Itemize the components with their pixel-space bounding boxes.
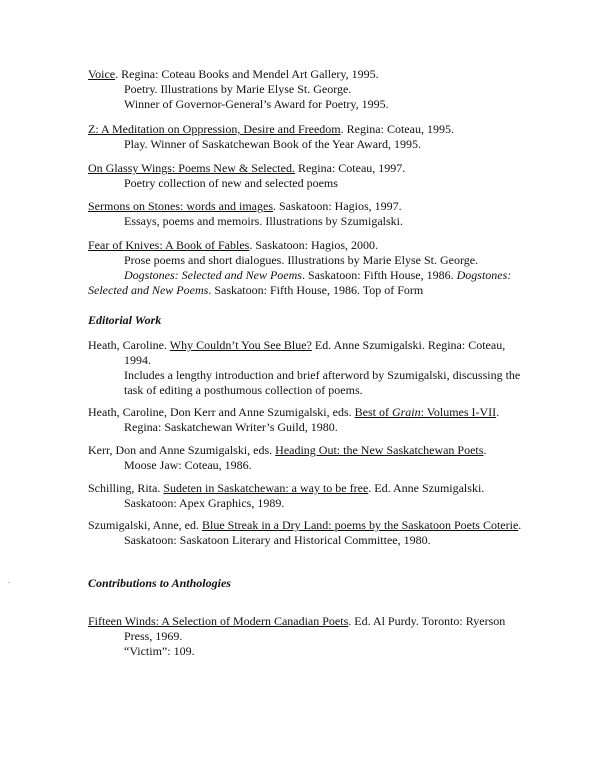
anthology-entry-fifteen-winds: [88, 614, 528, 659]
book-title: Z: A Meditation on Oppression, Desire and Freedom: [88, 122, 341, 136]
editorial-entry-best-of-grain: [88, 405, 528, 435]
book-title: Voice: [88, 67, 116, 81]
entry-first-line: [88, 238, 528, 253]
editorial-entry-heading-out: [88, 443, 528, 473]
dogstones-title-continued: Selected and New Poems: [88, 283, 209, 297]
publication-info: .: [483, 443, 487, 457]
entry-note: Press, 1969.: [124, 629, 183, 643]
publication-info: . Saskatoon: Hagios, 2000.: [249, 238, 378, 252]
entry-first-line: [88, 199, 528, 214]
entry-note: Essays, poems and memoirs. Illustrations by Szumigalski.: [124, 214, 403, 228]
publication-info: . Regina: Coteau, 1995.: [340, 122, 454, 136]
publication-info: Ed. Anne Szumigalski. Regina: Coteau,: [311, 338, 506, 352]
entry-note: Play. Winner of Saskatchewan Book of the Year Award, 1995.: [124, 137, 422, 151]
entry-note: Winner of Governor-General’s Award for Poetry, 1995.: [124, 97, 389, 111]
publication-info: .: [496, 405, 500, 419]
editor-names: Kerr, Don and Anne Szumigalski, eds.: [88, 443, 276, 457]
entry-first-line: [88, 161, 528, 176]
book-title: [354, 405, 500, 419]
book-title: Fifteen Winds: A Selection of Modern Canadian Poets: [88, 614, 349, 628]
book-title: Why Couldn’t You See Blue?: [169, 338, 312, 352]
dogstones-line-continued: [88, 283, 528, 298]
entry-note: Moose Jaw: Coteau, 1986.: [124, 458, 252, 472]
bibliography-entry-z: [88, 122, 528, 152]
entry-first-line: [88, 67, 528, 82]
editorial-entry-blue-streak: [88, 518, 528, 548]
bibliography-entry-on-glassy-wings: [88, 161, 528, 191]
scan-mark: [8, 582, 10, 583]
entry-first-line: [88, 122, 528, 137]
publication-info: . Ed. Al Purdy. Toronto: Ryerson: [348, 614, 506, 628]
editor-names: Heath, Caroline, Don Kerr and Anne Szumigalski, eds.: [88, 405, 355, 419]
entry-note: Prose poems and short dialogues. Illustrations by Marie Elyse St. George.: [124, 253, 479, 267]
entry-first-line: [88, 614, 528, 629]
entry-year: 1994.: [124, 353, 151, 367]
publication-info: . Regina: Coteau Books and Mendel Art Gallery, 1995.: [115, 67, 379, 81]
book-title: On Glassy Wings: Poems New & Selected.: [88, 161, 295, 175]
section-heading-contributions: Contributions to Anthologies: [88, 576, 231, 590]
dogstones-info: . Saskatoon: Fifth House, 1986.: [301, 268, 457, 282]
entry-note: Saskatoon: Apex Graphics, 1989.: [124, 496, 285, 510]
entry-first-line: [88, 405, 528, 420]
editor-names: Heath, Caroline.: [88, 338, 170, 352]
entry-note: Poetry. Illustrations by Marie Elyse St. George.: [124, 82, 352, 96]
bibliography-entry-sermons-on-stones: [88, 199, 528, 229]
book-title: Fear of Knives: A Book of Fables: [88, 238, 250, 252]
publication-info: Regina: Coteau, 1997.: [294, 161, 406, 175]
entry-note: Includes a lengthy introduction and brief afterword by Szumigalski, discussing the task of editing a posthumous collection of poems.: [124, 368, 521, 397]
title-part: Best of: [354, 405, 392, 419]
book-title: Blue Streak in a Dry Land: poems by the Saskatoon Poets Coterie: [202, 518, 519, 532]
editor-names: Schilling, Rita.: [88, 481, 164, 495]
bibliography-entry-voice: [88, 67, 528, 112]
entry-first-line: [88, 338, 528, 353]
book-title: Sudeten in Saskatchewan: a way to be free: [163, 481, 369, 495]
entry-note: Saskatoon: Saskatoon Literary and Historical Committee, 1980.: [124, 533, 431, 547]
dogstones-title-repeat: Dogstones:: [456, 268, 512, 282]
editorial-entry-heath: [88, 338, 528, 398]
book-title: Heading Out: the New Saskatchewan Poets: [275, 443, 484, 457]
book-title: Sermons on Stones: words and images: [88, 199, 273, 213]
publication-info: . Ed. Anne Szumigalski.: [368, 481, 485, 495]
entry-note: Regina: Saskatchewan Writer’s Guild, 1980.: [124, 420, 338, 434]
editorial-entry-sudeten: [88, 481, 528, 511]
journal-title: Grain: [391, 405, 421, 419]
publication-info: . Saskatoon: Hagios, 1997.: [273, 199, 402, 213]
editor-names: Szumigalski, Anne, ed.: [88, 518, 202, 532]
bibliography-entry-fear-of-knives: [88, 238, 528, 298]
entry-first-line: [88, 481, 528, 496]
publication-info: .: [518, 518, 522, 532]
entry-first-line: [88, 443, 528, 458]
dogstones-line: [88, 268, 528, 283]
entry-note: Poetry collection of new and selected poems: [124, 176, 338, 190]
dogstones-title: Dogstones: Selected and New Poems: [124, 268, 302, 282]
title-part: : Volumes I-VII: [420, 405, 497, 419]
section-heading-editorial-work: Editorial Work: [88, 313, 162, 327]
dogstones-info-repeat: . Saskatoon: Fifth House, 1986. Top of Form: [208, 283, 424, 297]
entry-first-line: [88, 518, 528, 533]
entry-note: “Victim”: 109.: [124, 644, 195, 658]
